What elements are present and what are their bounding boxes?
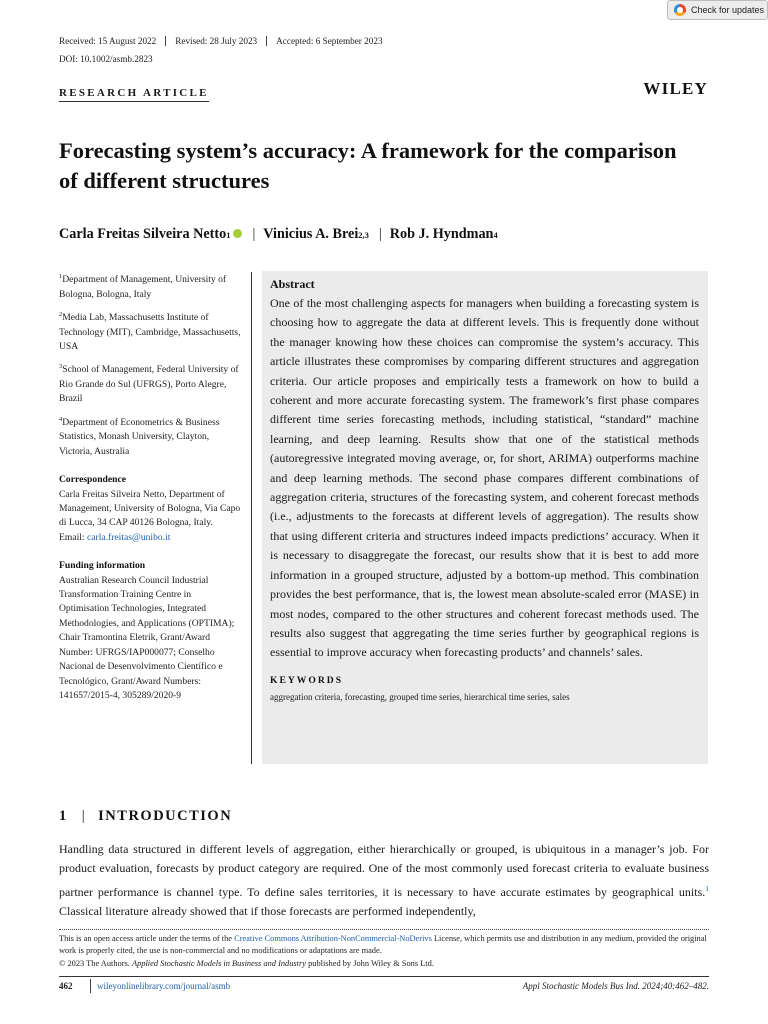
- article-title: Forecasting system’s accuracy: A framework for the comparison of different structures: [59, 138, 677, 193]
- reference-link[interactable]: 1: [705, 883, 709, 893]
- correspondence-heading: Correspondence: [59, 474, 126, 486]
- affiliation: $^3$School of Management, Federal University of Rio Grande do Sul (UFRGS), Porto Alegre, Brazil: [59, 363, 239, 405]
- affiliation: $^1$Department of Management, University of Bologna, Bologna, Italy: [59, 273, 227, 300]
- footer-divider: [59, 976, 709, 977]
- abstract-box: [262, 271, 708, 764]
- check-for-updates-button[interactable]: [667, 0, 768, 20]
- front-matter-sidebar: [59, 270, 241, 709]
- intro-paragraph: Handling data structured in different levels of aggregation, either hierarchically or grouped, is ubiquitous in a manager’s job. For product evaluation, forecasts by product category are required. One of the most commonly used forecast criteria to evaluate business partner performance is channel type. To define sales territories, it is necessary to have accurate estimates by geographical units.$^1$ Classical literature already showed that if those forecasts are performed independently,: [59, 842, 709, 919]
- license-statement: This is an open access article under the terms of the Creative Commons Attribution-NonCommercial-NoDerivs License, which permits use and distribution in any medium, provided the original work is properly cited, the use is non-commercial and no modifications or adaptations are made.: [59, 934, 707, 956]
- page-number: 462: [59, 981, 73, 991]
- license-link[interactable]: Creative Commons Attribution-NonCommercial-NoDerivs: [234, 934, 432, 943]
- author-separator: |: [252, 226, 256, 242]
- keywords-text: aggregation criteria, forecasting, grouped time series, hierarchical time series, sales: [270, 691, 570, 702]
- license-footnote: [59, 933, 709, 970]
- check-for-updates-label: Check for updates: [691, 5, 765, 15]
- author-separator: |: [378, 226, 382, 242]
- abstract-text: One of the most challenging aspects for managers when building a forecasting system is choosing how to aggregate the data at different levels. This is frequently done without the manager knowing how these choices can compromise the system’s accuracy. This article illustrates these compromises by comparing different structures and aggregation criteria. Our article proposes and empirically tests a framework on how to build a coherent and more accurate forecasting system. The framework’s first phase compares different time series forecasting methods, including statistical, “standard” machine learning, and deep learning. Results show that one of the statistical methods (autoregressive integrated moving average, or, for short, ARIMA) outperforms machine and deep learning methods. The second phase compares different combinations of aggregation criteria, structures of the forecasting system, and coherent forecast methods (i.e., adjustments to the forecasts at different levels of aggregation). The results show that using different criteria and structures indeed impacts predictions’ accuracy. When it is necessary to disaggregate the forecast, our results show that it is best to add more information in a grouped structure, adjusted by a bottom-up method. This combination provides the best performance, that is, the lowest mean absolute-scaled error (MASE) in most nodes, compared to the other structures and coherent forecast methods used. The results also suggest that aggregating the time series further by geographical regions is essential to improve accuracy when forecasting products’ and channels’ sales.: [270, 296, 699, 660]
- section-title: INTRODUCTION: [98, 808, 233, 824]
- received-date: Received: 15 August 2022: [59, 36, 157, 46]
- author-affiliation-ref: 1: [226, 229, 231, 240]
- copyright-statement: © 2023 The Authors. Applied Stochastic Models in Business and Industry published by John Wiley & Sons Ltd.: [59, 958, 434, 968]
- orcid-icon[interactable]: [233, 229, 242, 238]
- author-name[interactable]: Rob J. Hyndman: [389, 226, 494, 242]
- history-dates: [59, 36, 392, 46]
- citation: Appl Stochastic Models Bus Ind. 2024;40:462–482.: [522, 981, 709, 991]
- affiliation: $^4$Department of Econometrics & Business Statistics, Monash University, Clayton, Victoria, Australia: [59, 415, 220, 457]
- column-divider: [251, 272, 252, 764]
- article-type: RESEARCH ARTICLE: [59, 87, 209, 102]
- footnote-divider: [59, 929, 709, 930]
- author-list: [59, 226, 498, 243]
- author-affiliation-ref: 4: [493, 229, 498, 240]
- affiliation: $^2$Media Lab, Massachusetts Institute of Technology (MIT), Cambridge, Massachusetts, USA: [59, 311, 241, 352]
- funding-heading: Funding information: [59, 560, 146, 572]
- accepted-date: Accepted: 6 September 2023: [266, 36, 391, 46]
- journal-name: Applied Stochastic Models in Business and Industry: [131, 958, 306, 968]
- journal-url-link[interactable]: wileyonlinelibrary.com/journal/asmb: [90, 979, 230, 993]
- email-link[interactable]: carla.freitas@unibo.it: [86, 531, 171, 543]
- doi: DOI: 10.1002/asmb.2823: [59, 54, 153, 64]
- crossmark-icon: [674, 4, 686, 16]
- abstract-heading: Abstract: [270, 277, 315, 291]
- section-number: 1: [59, 808, 68, 824]
- keywords-heading: KEYWORDS: [270, 674, 344, 686]
- funding-text: Australian Research Council Industrial Transformation Training Centre in Optimisation Technologies, Integrated Methodologies, and Applications (OPTIMA); Chair Tramontina Eletrik, Grant/Award Number: UFRGS/IAP000077; Conselho Nacional de Desenvolvimento Científico e Tecnológico, Grant/Award Numbers: 141657/2015-4, 305289/2020-9: [59, 574, 235, 701]
- section-heading: [59, 808, 232, 825]
- author-affiliation-ref: 2,3: [358, 229, 369, 240]
- section-separator: |: [81, 808, 87, 824]
- correspondence-text: Carla Freitas Silveira Netto, Department of Management, University of Bologna, Via Capo di Lucca, 34 CAP 40126 Bologna, Italy. Email: carla.freitas@unibo.it: [59, 488, 241, 543]
- revised-date: Revised: 28 July 2023: [165, 36, 266, 46]
- publisher-logo: WILEY: [643, 79, 708, 98]
- author-name[interactable]: Vinicius A. Brei: [263, 226, 359, 242]
- author-name[interactable]: Carla Freitas Silveira Netto: [59, 226, 227, 242]
